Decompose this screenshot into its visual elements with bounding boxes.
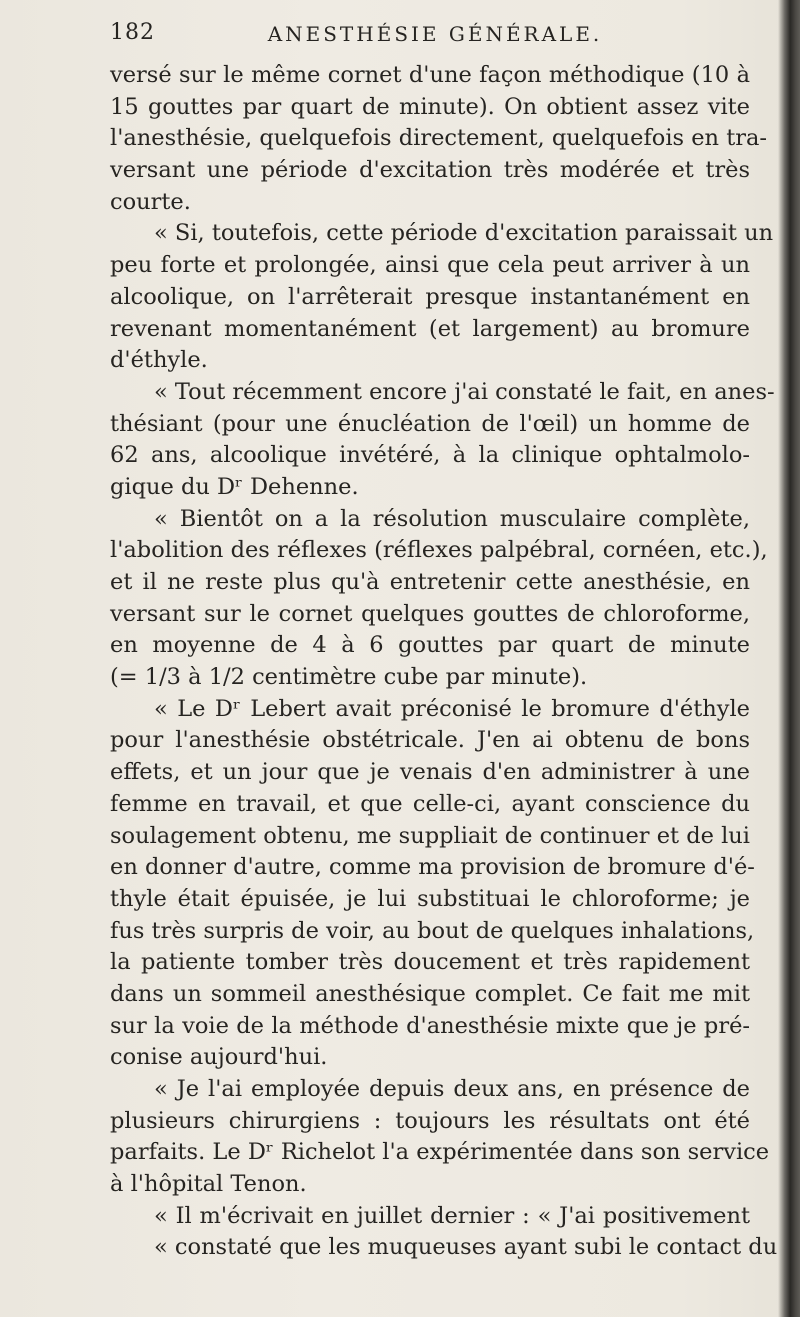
page-edge-shadow bbox=[778, 0, 800, 1317]
text-line: courte. bbox=[110, 188, 191, 215]
text-line: femme en travail, et que celle-ci, ayant conscience du bbox=[110, 790, 750, 817]
body-text bbox=[110, 60, 778, 1264]
text-line: alcoolique, on l'arrêterait presque instantanément en bbox=[110, 283, 750, 310]
text-line: pour l'anesthésie obstétricale. J'en ai obtenu de bons bbox=[110, 727, 750, 754]
text-line: 62 ans, alcoolique invétéré, à la clinique ophtalmolo- bbox=[110, 442, 750, 469]
text-line: 15 gouttes par quart de minute). On obtient assez vite bbox=[110, 93, 750, 120]
text-line: peu forte et prolongée, ainsi que cela peut arriver à un bbox=[110, 252, 750, 279]
text-line: « Il m'écrivait en juillet dernier : « J'ai positivement bbox=[154, 1202, 750, 1229]
text-line: versant une période d'excitation très modérée et très bbox=[110, 157, 750, 184]
text-line: fus très surpris de voir, au bout de quelques inhalations, bbox=[110, 917, 755, 944]
text-line: plusieurs chirurgiens : toujours les résultats ont été bbox=[110, 1107, 750, 1134]
text-line: et il ne reste plus qu'à entretenir cette anesthésie, en bbox=[110, 569, 750, 595]
text-line: « Si, toutefois, cette période d'excitation paraissait un bbox=[154, 220, 774, 247]
text-line: parfaits. Le Dʳ Richelot l'a expérimentée dans son service bbox=[110, 1139, 770, 1166]
text-line: thésiant (pour une énucléation de l'œil) un homme de bbox=[110, 410, 750, 437]
text-line: « Je l'ai employée depuis deux ans, en présence de bbox=[154, 1076, 750, 1102]
text-line: gique du Dʳ Dehenne. bbox=[110, 473, 359, 500]
text-line: effets, et un jour que je venais d'en administrer à une bbox=[110, 759, 750, 786]
text-line: « Bientôt on a la résolution musculaire complète, bbox=[154, 505, 750, 532]
page-number: 182 bbox=[110, 20, 155, 45]
text-line: thyle était épuisée, je lui substituai le chloroforme; je bbox=[110, 885, 750, 912]
text-line: l'anesthésie, quelquefois directement, quelquefois en tra- bbox=[110, 125, 768, 152]
text-line: « Tout récemment encore j'ai constaté le fait, en anes- bbox=[154, 378, 775, 405]
text-line: d'éthyle. bbox=[110, 347, 208, 374]
text-line: l'abolition des réflexes (réflexes palpébral, cornéen, etc.), bbox=[110, 537, 768, 564]
text-line: revenant momentanément (et largement) au bromure bbox=[110, 315, 750, 342]
text-line: en moyenne de 4 à 6 gouttes par quart de minute bbox=[110, 632, 750, 659]
text-line: en donner d'autre, comme ma provision de bromure d'é- bbox=[110, 854, 755, 881]
text-line: la patiente tomber très doucement et très rapidement bbox=[110, 949, 750, 976]
text-line: « Le Dʳ Lebert avait préconisé le bromure d'éthyle bbox=[154, 695, 750, 722]
text-line: « constaté que les muqueuses ayant subi le contact du bbox=[154, 1234, 778, 1261]
text-line: dans un sommeil anesthésique complet. Ce fait me mit bbox=[110, 980, 750, 1007]
running-title: ANESTHÉSIE GÉNÉRALE. bbox=[267, 22, 603, 46]
text-line: (= 1/3 à 1/2 centimètre cube par minute). bbox=[110, 664, 588, 691]
text-line: à l'hôpital Tenon. bbox=[110, 1171, 307, 1198]
text-line: versant sur le cornet quelques gouttes de chloroforme, bbox=[110, 600, 750, 627]
text-line: conise aujourd'hui. bbox=[110, 1044, 328, 1071]
text-line: versé sur le même cornet d'une façon méthodique (10 à bbox=[110, 62, 750, 88]
text-line: soulagement obtenu, me suppliait de continuer et de lui bbox=[110, 822, 750, 849]
text-line: sur la voie de la méthode d'anesthésie mixte que je pré- bbox=[110, 1012, 750, 1039]
page-header bbox=[110, 20, 750, 50]
